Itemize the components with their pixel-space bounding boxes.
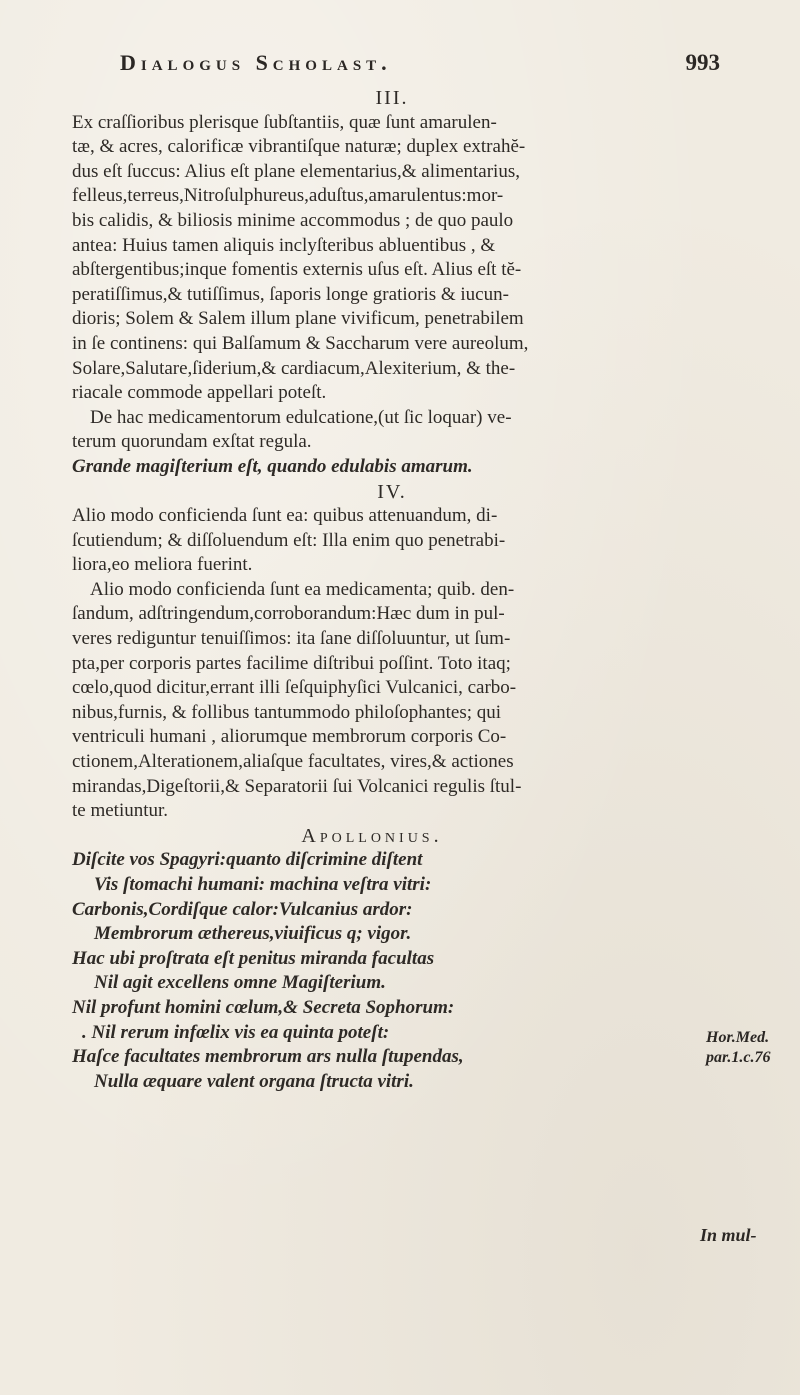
verse-line: Nulla æquare valent organa ſtructa vitri. xyxy=(94,1070,414,1092)
verse-line: . Nil rerum infœlix vis ea quinta poteſt: xyxy=(82,1021,390,1043)
text-line: ventriculi humani , aliorumque membrorum corporis Co- xyxy=(72,726,507,748)
verse-line: Membrorum æthereus,viuificus q; vigor. xyxy=(94,923,412,945)
text-line: te metiuntur. xyxy=(72,800,169,822)
paragraph-2 xyxy=(72,406,672,455)
text-line: tæ, & acres, calorificæ vibrantiſque naturæ; duplex extrahĕ- xyxy=(72,136,526,158)
running-head xyxy=(120,50,720,84)
text-line: ſcutiendum; & diſſoluendum eſt: Illa enim quo penetrabi- xyxy=(72,529,506,551)
text-line: terum quorundam exſtat regula. xyxy=(72,431,312,453)
paragraph-3 xyxy=(72,504,672,578)
verse-line: Vis ſtomachi humani: machina veſtra vitri: xyxy=(94,874,432,895)
text-line: ſandum, adſtringendum,corroborandum:Hæc dum in pul- xyxy=(72,603,505,625)
text-line: felleus,terreus,Nitroſulphureus,aduſtus,amarulentus:mor- xyxy=(72,185,504,207)
text-line: peratiſſimus,& tutiſſimus, ſaporis longe gratioris & iucun- xyxy=(72,283,509,305)
text-line: mirandas,Digeſtorii,& Separatorii ſui Volcanici regulis ſtul- xyxy=(72,775,522,797)
text-line: Alio modo conficienda ſunt ea: quibus attenuandum, di- xyxy=(72,505,498,527)
text-line: in ſe continens: qui Balſamum & Saccharum vere aureolum, xyxy=(72,332,529,354)
marginal-note-line: Hor.Med. xyxy=(706,1029,770,1046)
text-line: antea: Huius tamen aliquis inclyſteribus abluentibus , & xyxy=(72,234,496,256)
text-line: cœlo,quod dicitur,errant illi ſeſquiphyſici Vulcanici, carbo- xyxy=(72,677,517,699)
text-line: liora,eo meliora fuerint. xyxy=(72,554,253,576)
text-line: pta,per corporis partes facilime diſtribui poſſint. Toto itaq; xyxy=(72,652,511,674)
marginal-note-line: par.1.c.76 xyxy=(706,1049,771,1066)
verse-line: Nil profunt homini cœlum,& Secreta Sophorum: xyxy=(72,996,455,1018)
verse-line: Carbonis,Cordiſque calor:Vulcanius ardor: xyxy=(72,898,413,920)
text-line: Ex craſſioribus plerisque ſubſtantiis, quæ ſunt amarulen- xyxy=(72,111,497,133)
text-line: Alio modo conficienda ſunt ea medicamenta; quib. den- xyxy=(90,578,515,600)
verse-line: Hac ubi proſtrata eſt penitus miranda facultas xyxy=(72,947,435,969)
rule-motto: Grande magiſterium eſt, quando edulabis amarum. xyxy=(72,455,473,477)
paragraph-1 xyxy=(72,111,672,406)
catchword: In mul- xyxy=(700,1225,757,1245)
text-line: dus eſt ſuccus: Alius eſt plane elementarius,& alimentarius, xyxy=(72,160,520,182)
text-line: veres rediguntur tenuiſſimos: ita ſane diſſoluuntur, ut ſum- xyxy=(72,628,511,650)
verse-line: Diſcite vos Spagyri:quanto diſcrimine diſtent xyxy=(72,849,423,871)
marginal-note xyxy=(706,1028,786,1068)
text-line: Solare,Salutare,ſiderium,& cardiacum,Alexiterium, & the- xyxy=(72,357,516,379)
body-text xyxy=(72,86,672,1094)
paragraph-4 xyxy=(72,578,672,824)
running-title: Dialogus Scholast. xyxy=(120,50,392,75)
text-line: dioris; Solem & Salem illum plane vivificum, penetrabilem xyxy=(72,308,524,330)
verse-block xyxy=(72,848,672,1094)
text-line: riacale commode appellari poteſt. xyxy=(72,382,327,404)
section-numeral-iii: III. xyxy=(375,87,409,109)
section-numeral-iv: IV. xyxy=(377,480,407,503)
verse-line: Haſce facultates membrorum ars nulla ſtupendas, xyxy=(72,1046,464,1068)
text-line: De hac medicamentorum edulcatione,(ut ſic loquar) ve- xyxy=(90,406,512,428)
speaker-heading: Apollonius. xyxy=(301,824,443,847)
page-number: 993 xyxy=(685,50,720,75)
text-line: nibus,furnis, & follibus tantummodo philoſophantes; qui xyxy=(72,701,502,723)
verse-line: Nil agit excellens omne Magiſterium. xyxy=(94,972,386,994)
text-line: ctionem,Alterationem,aliaſque facultates, vires,& actiones xyxy=(72,751,514,773)
text-line: bis calidis, & biliosis minime accommodus ; de quo paulo xyxy=(72,209,514,231)
text-line: abſtergentibus;inque fomentis externis uſus eſt. Alius eſt tĕ- xyxy=(72,259,522,281)
